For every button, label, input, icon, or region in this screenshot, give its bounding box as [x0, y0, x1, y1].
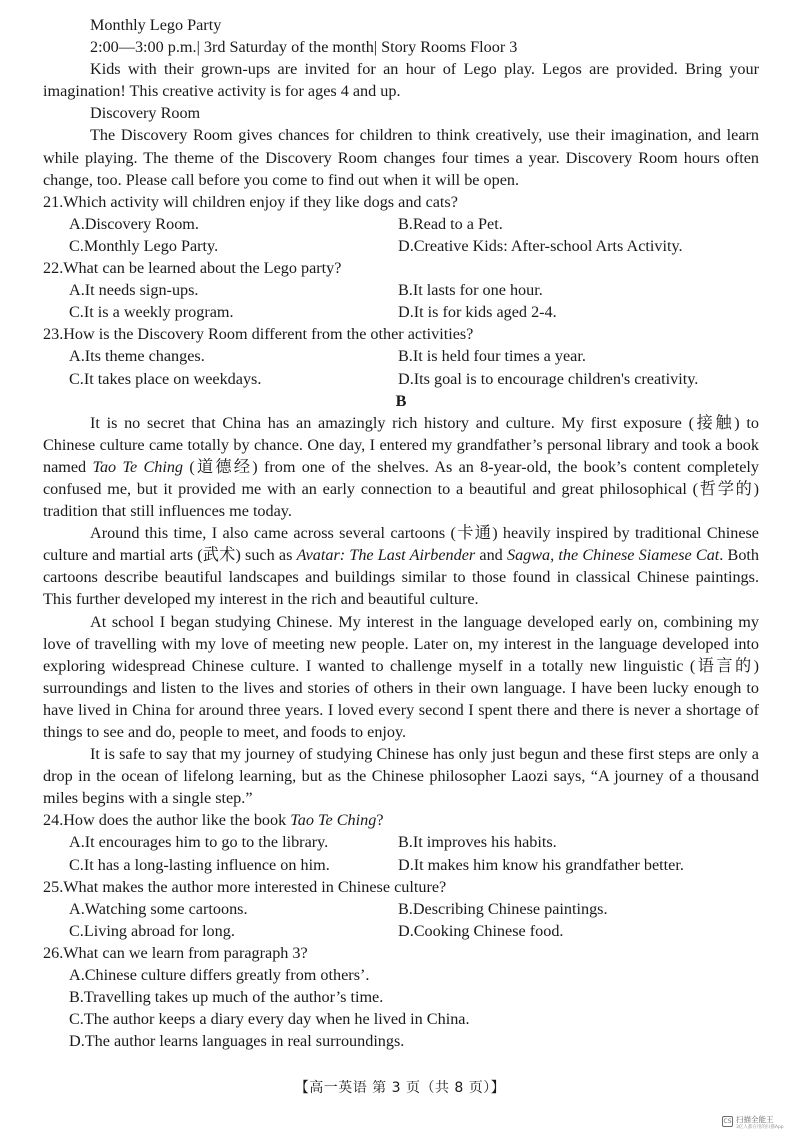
lego-title: Monthly Lego Party: [90, 16, 222, 34]
section-b-title: B: [395, 391, 407, 410]
question-stem: 21.Which activity will children enjoy if they like dogs and cats?: [43, 192, 458, 211]
option-b: B.Read to a Pet.: [398, 214, 503, 233]
italic-title: Tao Te Ching: [92, 457, 184, 476]
question-options: [43, 831, 733, 875]
passage-paragraph-1: [43, 412, 759, 522]
question-stem: [43, 809, 759, 831]
text-segment: and: [475, 546, 507, 565]
page-footer: 【高一英语 第 3 页（共 8 页）】: [294, 1080, 506, 1096]
passage-paragraph-2: [43, 522, 759, 610]
option-c: C.It takes place on weekdays.: [69, 369, 262, 388]
option-c: C.It is a weekly program.: [69, 303, 234, 322]
option-b: B.Travelling takes up much of the author’s time.: [69, 988, 384, 1007]
question-stem: [43, 942, 759, 964]
question-options: [43, 898, 733, 942]
camscanner-icon: CS: [723, 1118, 732, 1125]
option-d: D.The author learns languages in real surroundings.: [69, 1032, 405, 1051]
option-b: B.It improves his habits.: [398, 833, 557, 852]
option-b: B.Describing Chinese paintings.: [398, 899, 608, 918]
option-a: A.Its theme changes.: [69, 347, 205, 366]
option-a: A.It needs sign-ups.: [69, 281, 199, 300]
question-stem: [43, 876, 759, 898]
option-b: B.It lasts for one hour.: [398, 281, 543, 300]
passage-paragraph-4: [43, 743, 759, 809]
lego-schedule: 2:00—3:00 p.m.| 3rd Saturday of the month| Story Rooms Floor 3: [90, 38, 518, 57]
question-21: [43, 191, 759, 257]
passage-paragraph-3: [43, 611, 759, 744]
option-b: B.It is held four times a year.: [398, 347, 586, 366]
text-segment: ?: [376, 811, 384, 830]
question-23: [43, 323, 759, 389]
question-options: [43, 279, 733, 323]
option-d: D.Cooking Chinese food.: [398, 921, 564, 940]
option-c: C.Living abroad for long.: [69, 921, 235, 940]
text-segment: At school I began studying Chinese. My interest in the language developed early on, combining my love of travelling with my love of meeting new people. Later on, my interest in the language developed into exploring widespread Chinese culture. I wanted to challenge myself in a totally new linguistic (语言的) surroundings and listen to the lives and stories of others in their own language. I have been lucky enough to have lived in China for around three years. I loved every second I spent there and there is never a shortage of things to see and do, people to meet, and foods to enjoy.: [43, 612, 759, 741]
question-22: [43, 257, 759, 323]
option-d: D.It is for kids aged 2-4.: [398, 303, 557, 322]
text-segment: 25.What makes the author more interested in Chinese culture?: [43, 877, 447, 896]
question-options: [43, 213, 733, 257]
question-options: [43, 964, 733, 1052]
question-stem: 23.How is the Discovery Room different from the other activities?: [43, 325, 474, 344]
italic-title: Avatar: The Last Airbender: [296, 546, 476, 565]
question-stem: 22.What can be learned about the Lego party?: [43, 259, 342, 278]
option-c: C.Monthly Lego Party.: [69, 236, 219, 255]
option-d: D.Creative Kids: After-school Arts Activity.: [398, 236, 683, 255]
text-segment: It is no secret that China has an amazingly rich history and culture. My first exposure (接触) to Chinese culture came totally by chance. One day, I entered my grandfather’s personal library and took a book named: [43, 413, 759, 476]
lego-description: Kids with their grown-ups are invited for an hour of Lego play. Legos are provided. Bring your imagination! This creative activity is for ages 4 and up.: [43, 60, 759, 101]
option-c: C.The author keeps a diary every day when he lived in China.: [69, 1010, 470, 1029]
text-segment: 24.How does the author like the book: [43, 811, 291, 830]
question-24: [43, 809, 759, 875]
scanner-watermark: [722, 1115, 794, 1133]
watermark-name: 扫描全能王: [736, 1115, 774, 1124]
page-content: [43, 14, 759, 1052]
text-segment: (道德经) from one of the shelves. As an 8-year-old, the book’s content completely confused me, but it provided me with an early connection to a beautiful and great philosophical (哲学的) tradition that still influences me today.: [43, 457, 760, 521]
text-segment: . Both cartoons describe beautiful landscapes and buildings similar to those found in classical Chinese paintings. This further developed my interest in the rich and beautiful culture.: [43, 546, 760, 609]
option-d: D.It makes him know his grandfather better.: [398, 855, 684, 874]
italic-title: Tao Te Ching: [290, 811, 377, 830]
discovery-description: The Discovery Room gives chances for children to think creatively, use their imagination, and learn while playing. The theme of the Discovery Room changes four times a year. Discovery Room hours often change, too. Please call before you come to find out when it will be open.: [43, 126, 759, 189]
option-d: D.Its goal is to encourage children's creativity.: [398, 369, 699, 388]
option-a: A.Watching some cartoons.: [69, 899, 248, 918]
option-a: A.Chinese culture differs greatly from others’.: [69, 966, 370, 985]
option-a: A.Discovery Room.: [69, 214, 199, 233]
discovery-title: Discovery Room: [90, 104, 201, 123]
option-a: A.It encourages him to go to the library.: [69, 833, 329, 852]
question-25: [43, 876, 759, 942]
text-segment: Around this time, I also came across several cartoons (卡通) heavily inspired by traditional Chinese culture and martial arts (武术) such as: [43, 524, 759, 565]
option-c: C.It has a long-lasting influence on him.: [69, 855, 330, 874]
text-segment: It is safe to say that my journey of studying Chinese has only just begun and these first steps are only a drop in the ocean of lifelong learning, but as the Chinese philosopher Laozi says, “A journey of a thousand miles begins with a single step.”: [43, 745, 759, 808]
question-26: [43, 942, 759, 1052]
text-segment: 26.What can we learn from paragraph 3?: [43, 943, 308, 962]
italic-title: Sagwa, the Chinese Siamese Cat: [506, 546, 720, 565]
watermark-subtitle: 3亿人都在用的扫描App: [736, 1125, 784, 1130]
question-options: [43, 345, 733, 389]
